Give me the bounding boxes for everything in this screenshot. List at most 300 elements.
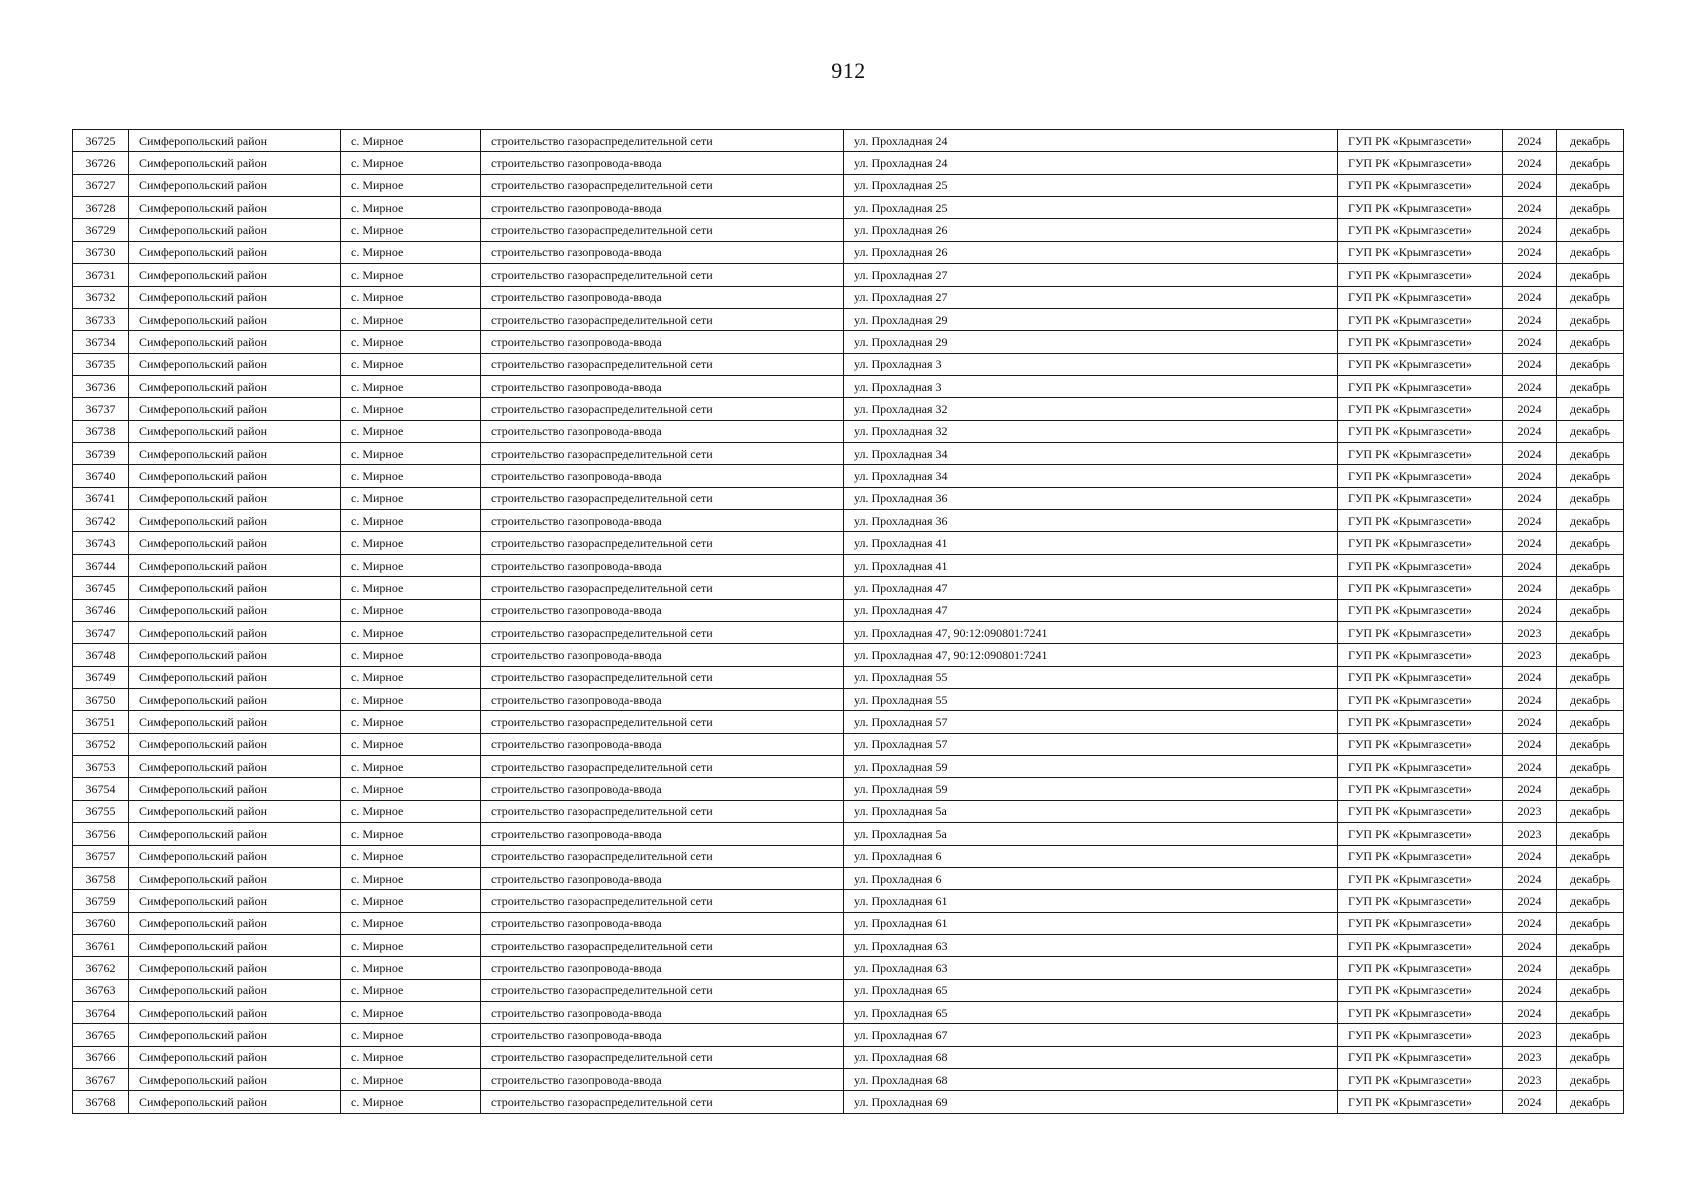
- work-type-cell: строительство газопровода-ввода: [481, 957, 844, 979]
- table-row: [73, 331, 1624, 353]
- record-number-cell: 36725: [73, 130, 129, 152]
- table-row: [73, 912, 1624, 934]
- contractor-cell: ГУП РК «Крымгазсети»: [1338, 286, 1503, 308]
- district-cell: Симферопольский район: [129, 733, 341, 755]
- contractor-cell: ГУП РК «Крымгазсети»: [1338, 197, 1503, 219]
- settlement-cell: с. Мирное: [341, 957, 481, 979]
- record-number-cell: 36732: [73, 286, 129, 308]
- contractor-cell: ГУП РК «Крымгазсети»: [1338, 353, 1503, 375]
- work-type-cell: строительство газопровода-ввода: [481, 331, 844, 353]
- table-row: [73, 465, 1624, 487]
- record-number-cell: 36739: [73, 443, 129, 465]
- record-number-cell: 36768: [73, 1091, 129, 1113]
- table-row: [73, 398, 1624, 420]
- record-number-cell: 36767: [73, 1069, 129, 1091]
- record-number-cell: 36749: [73, 666, 129, 688]
- table-row: [73, 353, 1624, 375]
- table-row: [73, 711, 1624, 733]
- month-cell: декабрь: [1557, 867, 1624, 889]
- work-type-cell: строительство газопровода-ввода: [481, 241, 844, 263]
- table-row: [73, 241, 1624, 263]
- year-cell: 2024: [1503, 398, 1557, 420]
- month-cell: декабрь: [1557, 554, 1624, 576]
- address-cell: ул. Прохладная 5а: [844, 823, 1338, 845]
- month-cell: декабрь: [1557, 197, 1624, 219]
- table-row: [73, 1091, 1624, 1113]
- contractor-cell: ГУП РК «Крымгазсети»: [1338, 510, 1503, 532]
- contractor-cell: ГУП РК «Крымгазсети»: [1338, 1002, 1503, 1024]
- record-number-cell: 36750: [73, 688, 129, 710]
- contractor-cell: ГУП РК «Крымгазсети»: [1338, 420, 1503, 442]
- contractor-cell: ГУП РК «Крымгазсети»: [1338, 130, 1503, 152]
- settlement-cell: с. Мирное: [341, 264, 481, 286]
- address-cell: ул. Прохладная 5а: [844, 800, 1338, 822]
- record-number-cell: 36757: [73, 845, 129, 867]
- work-type-cell: строительство газораспределительной сети: [481, 800, 844, 822]
- address-cell: ул. Прохладная 41: [844, 554, 1338, 576]
- record-number-cell: 36751: [73, 711, 129, 733]
- month-cell: декабрь: [1557, 666, 1624, 688]
- month-cell: декабрь: [1557, 756, 1624, 778]
- address-cell: ул. Прохладная 55: [844, 688, 1338, 710]
- district-cell: Симферопольский район: [129, 979, 341, 1001]
- year-cell: 2024: [1503, 733, 1557, 755]
- table-row: [73, 420, 1624, 442]
- table-row: [73, 778, 1624, 800]
- work-type-cell: строительство газораспределительной сети: [481, 353, 844, 375]
- month-cell: декабрь: [1557, 1091, 1624, 1113]
- table-row: [73, 644, 1624, 666]
- settlement-cell: с. Мирное: [341, 152, 481, 174]
- settlement-cell: с. Мирное: [341, 443, 481, 465]
- year-cell: 2024: [1503, 711, 1557, 733]
- address-cell: ул. Прохладная 24: [844, 130, 1338, 152]
- settlement-cell: с. Мирное: [341, 487, 481, 509]
- settlement-cell: с. Мирное: [341, 174, 481, 196]
- district-cell: Симферопольский район: [129, 554, 341, 576]
- work-type-cell: строительство газопровода-ввода: [481, 1069, 844, 1091]
- month-cell: декабрь: [1557, 241, 1624, 263]
- month-cell: декабрь: [1557, 487, 1624, 509]
- record-number-cell: 36758: [73, 867, 129, 889]
- month-cell: декабрь: [1557, 443, 1624, 465]
- record-number-cell: 36743: [73, 532, 129, 554]
- district-cell: Симферопольский район: [129, 1069, 341, 1091]
- month-cell: декабрь: [1557, 286, 1624, 308]
- contractor-cell: ГУП РК «Крымгазсети»: [1338, 845, 1503, 867]
- table-row: [73, 264, 1624, 286]
- district-cell: Симферопольский район: [129, 510, 341, 532]
- record-number-cell: 36740: [73, 465, 129, 487]
- record-number-cell: 36748: [73, 644, 129, 666]
- record-number-cell: 36727: [73, 174, 129, 196]
- address-cell: ул. Прохладная 34: [844, 443, 1338, 465]
- year-cell: 2024: [1503, 934, 1557, 956]
- address-cell: ул. Прохладная 65: [844, 1002, 1338, 1024]
- table-row: [73, 375, 1624, 397]
- address-cell: ул. Прохладная 59: [844, 756, 1338, 778]
- address-cell: ул. Прохладная 25: [844, 174, 1338, 196]
- month-cell: декабрь: [1557, 1069, 1624, 1091]
- year-cell: 2024: [1503, 219, 1557, 241]
- work-type-cell: строительство газопровода-ввода: [481, 644, 844, 666]
- year-cell: 2023: [1503, 823, 1557, 845]
- settlement-cell: с. Мирное: [341, 219, 481, 241]
- district-cell: Симферопольский район: [129, 331, 341, 353]
- month-cell: декабрь: [1557, 420, 1624, 442]
- month-cell: декабрь: [1557, 331, 1624, 353]
- district-cell: Симферопольский район: [129, 1046, 341, 1068]
- address-cell: ул. Прохладная 6: [844, 867, 1338, 889]
- district-cell: Симферопольский район: [129, 957, 341, 979]
- settlement-cell: с. Мирное: [341, 621, 481, 643]
- settlement-cell: с. Мирное: [341, 599, 481, 621]
- month-cell: декабрь: [1557, 599, 1624, 621]
- month-cell: декабрь: [1557, 644, 1624, 666]
- month-cell: декабрь: [1557, 733, 1624, 755]
- address-cell: ул. Прохладная 69: [844, 1091, 1338, 1113]
- settlement-cell: с. Мирное: [341, 1091, 481, 1113]
- district-cell: Симферопольский район: [129, 487, 341, 509]
- address-cell: ул. Прохладная 34: [844, 465, 1338, 487]
- contractor-cell: ГУП РК «Крымгазсети»: [1338, 554, 1503, 576]
- record-number-cell: 36736: [73, 375, 129, 397]
- table-row: [73, 867, 1624, 889]
- month-cell: декабрь: [1557, 465, 1624, 487]
- table-row: [73, 756, 1624, 778]
- work-type-cell: строительство газопровода-ввода: [481, 375, 844, 397]
- settlement-cell: с. Мирное: [341, 375, 481, 397]
- year-cell: 2024: [1503, 286, 1557, 308]
- contractor-cell: ГУП РК «Крымгазсети»: [1338, 1069, 1503, 1091]
- address-cell: ул. Прохладная 57: [844, 711, 1338, 733]
- month-cell: декабрь: [1557, 353, 1624, 375]
- settlement-cell: с. Мирное: [341, 241, 481, 263]
- contractor-cell: ГУП РК «Крымгазсети»: [1338, 219, 1503, 241]
- contractor-cell: ГУП РК «Крымгазсети»: [1338, 465, 1503, 487]
- record-number-cell: 36735: [73, 353, 129, 375]
- contractor-cell: ГУП РК «Крымгазсети»: [1338, 644, 1503, 666]
- record-number-cell: 36730: [73, 241, 129, 263]
- contractor-cell: ГУП РК «Крымгазсети»: [1338, 823, 1503, 845]
- contractor-cell: ГУП РК «Крымгазсети»: [1338, 532, 1503, 554]
- work-type-cell: строительство газопровода-ввода: [481, 823, 844, 845]
- table-row: [73, 599, 1624, 621]
- table-row: [73, 308, 1624, 330]
- year-cell: 2024: [1503, 353, 1557, 375]
- table-row: [73, 219, 1624, 241]
- record-number-cell: 36738: [73, 420, 129, 442]
- settlement-cell: с. Мирное: [341, 510, 481, 532]
- district-cell: Симферопольский район: [129, 375, 341, 397]
- month-cell: декабрь: [1557, 621, 1624, 643]
- contractor-cell: ГУП РК «Крымгазсети»: [1338, 174, 1503, 196]
- record-number-cell: 36763: [73, 979, 129, 1001]
- settlement-cell: с. Мирное: [341, 823, 481, 845]
- contractor-cell: ГУП РК «Крымгазсети»: [1338, 487, 1503, 509]
- settlement-cell: с. Мирное: [341, 756, 481, 778]
- contractor-cell: ГУП РК «Крымгазсети»: [1338, 331, 1503, 353]
- district-cell: Симферопольский район: [129, 398, 341, 420]
- year-cell: 2024: [1503, 979, 1557, 1001]
- district-cell: Симферопольский район: [129, 443, 341, 465]
- month-cell: декабрь: [1557, 174, 1624, 196]
- month-cell: декабрь: [1557, 778, 1624, 800]
- contractor-cell: ГУП РК «Крымгазсети»: [1338, 688, 1503, 710]
- record-number-cell: 36744: [73, 554, 129, 576]
- work-type-cell: строительство газораспределительной сети: [481, 979, 844, 1001]
- settlement-cell: с. Мирное: [341, 197, 481, 219]
- record-number-cell: 36752: [73, 733, 129, 755]
- work-type-cell: строительство газораспределительной сети: [481, 264, 844, 286]
- month-cell: декабрь: [1557, 152, 1624, 174]
- work-type-cell: строительство газораспределительной сети: [481, 1091, 844, 1113]
- district-cell: Симферопольский район: [129, 756, 341, 778]
- address-cell: ул. Прохладная 27: [844, 264, 1338, 286]
- month-cell: декабрь: [1557, 979, 1624, 1001]
- contractor-cell: ГУП РК «Крымгазсети»: [1338, 599, 1503, 621]
- record-number-cell: 36760: [73, 912, 129, 934]
- address-cell: ул. Прохладная 68: [844, 1069, 1338, 1091]
- year-cell: 2024: [1503, 1002, 1557, 1024]
- month-cell: декабрь: [1557, 577, 1624, 599]
- record-number-cell: 36742: [73, 510, 129, 532]
- year-cell: 2024: [1503, 845, 1557, 867]
- work-type-cell: строительство газораспределительной сети: [481, 219, 844, 241]
- district-cell: Симферопольский район: [129, 688, 341, 710]
- year-cell: 2023: [1503, 621, 1557, 643]
- work-type-cell: строительство газопровода-ввода: [481, 510, 844, 532]
- contractor-cell: ГУП РК «Крымгазсети»: [1338, 912, 1503, 934]
- address-cell: ул. Прохладная 61: [844, 890, 1338, 912]
- year-cell: 2024: [1503, 375, 1557, 397]
- district-cell: Симферопольский район: [129, 644, 341, 666]
- settlement-cell: с. Мирное: [341, 934, 481, 956]
- year-cell: 2024: [1503, 308, 1557, 330]
- table-row: [73, 443, 1624, 465]
- month-cell: декабрь: [1557, 398, 1624, 420]
- district-cell: Симферопольский район: [129, 264, 341, 286]
- contractor-cell: ГУП РК «Крымгазсети»: [1338, 1024, 1503, 1046]
- contractor-cell: ГУП РК «Крымгазсети»: [1338, 152, 1503, 174]
- work-type-cell: строительство газопровода-ввода: [481, 465, 844, 487]
- work-type-cell: строительство газопровода-ввода: [481, 554, 844, 576]
- settlement-cell: с. Мирное: [341, 666, 481, 688]
- table-row: [73, 800, 1624, 822]
- contractor-cell: ГУП РК «Крымгазсети»: [1338, 957, 1503, 979]
- year-cell: 2024: [1503, 487, 1557, 509]
- district-cell: Симферопольский район: [129, 465, 341, 487]
- table-row: [73, 510, 1624, 532]
- month-cell: декабрь: [1557, 912, 1624, 934]
- month-cell: декабрь: [1557, 1002, 1624, 1024]
- year-cell: 2024: [1503, 510, 1557, 532]
- year-cell: 2024: [1503, 152, 1557, 174]
- month-cell: декабрь: [1557, 130, 1624, 152]
- work-type-cell: строительство газораспределительной сети: [481, 666, 844, 688]
- page-number: 912: [831, 58, 866, 83]
- district-cell: Симферопольский район: [129, 621, 341, 643]
- year-cell: 2024: [1503, 890, 1557, 912]
- table-row: [73, 1046, 1624, 1068]
- settlement-cell: с. Мирное: [341, 778, 481, 800]
- work-type-cell: строительство газопровода-ввода: [481, 286, 844, 308]
- district-cell: Симферопольский район: [129, 1002, 341, 1024]
- address-cell: ул. Прохладная 55: [844, 666, 1338, 688]
- work-type-cell: строительство газораспределительной сети: [481, 174, 844, 196]
- record-number-cell: 36729: [73, 219, 129, 241]
- month-cell: декабрь: [1557, 957, 1624, 979]
- address-cell: ул. Прохладная 47: [844, 577, 1338, 599]
- settlement-cell: с. Мирное: [341, 577, 481, 599]
- settlement-cell: с. Мирное: [341, 398, 481, 420]
- contractor-cell: ГУП РК «Крымгазсети»: [1338, 733, 1503, 755]
- work-type-cell: строительство газопровода-ввода: [481, 197, 844, 219]
- table-row: [73, 666, 1624, 688]
- contractor-cell: ГУП РК «Крымгазсети»: [1338, 867, 1503, 889]
- settlement-cell: с. Мирное: [341, 308, 481, 330]
- settlement-cell: с. Мирное: [341, 644, 481, 666]
- address-cell: ул. Прохладная 29: [844, 331, 1338, 353]
- record-number-cell: 36737: [73, 398, 129, 420]
- month-cell: декабрь: [1557, 711, 1624, 733]
- year-cell: 2024: [1503, 241, 1557, 263]
- contractor-cell: ГУП РК «Крымгазсети»: [1338, 241, 1503, 263]
- record-number-cell: 36733: [73, 308, 129, 330]
- settlement-cell: с. Мирное: [341, 733, 481, 755]
- address-cell: ул. Прохладная 63: [844, 934, 1338, 956]
- district-cell: Симферопольский район: [129, 912, 341, 934]
- district-cell: Симферопольский район: [129, 711, 341, 733]
- table-row: [73, 487, 1624, 509]
- work-type-cell: строительство газопровода-ввода: [481, 1002, 844, 1024]
- month-cell: декабрь: [1557, 308, 1624, 330]
- address-cell: ул. Прохладная 27: [844, 286, 1338, 308]
- month-cell: декабрь: [1557, 688, 1624, 710]
- address-cell: ул. Прохладная 41: [844, 532, 1338, 554]
- district-cell: Симферопольский район: [129, 845, 341, 867]
- contractor-cell: ГУП РК «Крымгазсети»: [1338, 979, 1503, 1001]
- address-cell: ул. Прохладная 57: [844, 733, 1338, 755]
- address-cell: ул. Прохладная 26: [844, 241, 1338, 263]
- month-cell: декабрь: [1557, 800, 1624, 822]
- record-number-cell: 36766: [73, 1046, 129, 1068]
- record-number-cell: 36745: [73, 577, 129, 599]
- year-cell: 2024: [1503, 197, 1557, 219]
- record-number-cell: 36747: [73, 621, 129, 643]
- settlement-cell: с. Мирное: [341, 465, 481, 487]
- table-row: [73, 957, 1624, 979]
- year-cell: 2024: [1503, 666, 1557, 688]
- table-row: [73, 174, 1624, 196]
- contractor-cell: ГУП РК «Крымгазсети»: [1338, 398, 1503, 420]
- record-number-cell: 36754: [73, 778, 129, 800]
- contractor-cell: ГУП РК «Крымгазсети»: [1338, 800, 1503, 822]
- settlement-cell: с. Мирное: [341, 1069, 481, 1091]
- settlement-cell: с. Мирное: [341, 890, 481, 912]
- address-cell: ул. Прохладная 3: [844, 375, 1338, 397]
- month-cell: декабрь: [1557, 823, 1624, 845]
- settlement-cell: с. Мирное: [341, 867, 481, 889]
- settlement-cell: с. Мирное: [341, 1002, 481, 1024]
- work-type-cell: строительство газопровода-ввода: [481, 152, 844, 174]
- year-cell: 2024: [1503, 577, 1557, 599]
- year-cell: 2024: [1503, 554, 1557, 576]
- year-cell: 2023: [1503, 1046, 1557, 1068]
- address-cell: ул. Прохладная 47: [844, 599, 1338, 621]
- district-cell: Симферопольский район: [129, 1091, 341, 1113]
- table-row: [73, 554, 1624, 576]
- work-type-cell: строительство газораспределительной сети: [481, 532, 844, 554]
- table-row: [73, 1069, 1624, 1091]
- work-type-cell: строительство газораспределительной сети: [481, 711, 844, 733]
- table-row: [73, 286, 1624, 308]
- year-cell: 2024: [1503, 778, 1557, 800]
- address-cell: ул. Прохладная 26: [844, 219, 1338, 241]
- work-type-cell: строительство газораспределительной сети: [481, 577, 844, 599]
- address-cell: ул. Прохладная 3: [844, 353, 1338, 375]
- month-cell: декабрь: [1557, 845, 1624, 867]
- table-row: [73, 197, 1624, 219]
- table-row: [73, 979, 1624, 1001]
- contractor-cell: ГУП РК «Крымгазсети»: [1338, 778, 1503, 800]
- year-cell: 2024: [1503, 465, 1557, 487]
- record-number-cell: 36759: [73, 890, 129, 912]
- address-cell: ул. Прохладная 61: [844, 912, 1338, 934]
- record-number-cell: 36728: [73, 197, 129, 219]
- contractor-cell: ГУП РК «Крымгазсети»: [1338, 1046, 1503, 1068]
- district-cell: Симферопольский район: [129, 599, 341, 621]
- settlement-cell: с. Мирное: [341, 688, 481, 710]
- month-cell: декабрь: [1557, 890, 1624, 912]
- address-cell: ул. Прохладная 68: [844, 1046, 1338, 1068]
- address-cell: ул. Прохладная 63: [844, 957, 1338, 979]
- year-cell: 2024: [1503, 331, 1557, 353]
- work-type-cell: строительство газораспределительной сети: [481, 621, 844, 643]
- settlement-cell: с. Мирное: [341, 845, 481, 867]
- year-cell: 2024: [1503, 264, 1557, 286]
- work-type-cell: строительство газопровода-ввода: [481, 1024, 844, 1046]
- year-cell: 2023: [1503, 644, 1557, 666]
- district-cell: Симферопольский район: [129, 800, 341, 822]
- address-cell: ул. Прохладная 36: [844, 510, 1338, 532]
- contractor-cell: ГУП РК «Крымгазсети»: [1338, 1091, 1503, 1113]
- record-number-cell: 36764: [73, 1002, 129, 1024]
- year-cell: 2024: [1503, 130, 1557, 152]
- address-cell: ул. Прохладная 67: [844, 1024, 1338, 1046]
- district-cell: Симферопольский район: [129, 1024, 341, 1046]
- work-type-cell: строительство газопровода-ввода: [481, 688, 844, 710]
- record-number-cell: 36761: [73, 934, 129, 956]
- contractor-cell: ГУП РК «Крымгазсети»: [1338, 264, 1503, 286]
- settlement-cell: с. Мирное: [341, 353, 481, 375]
- district-cell: Симферопольский район: [129, 420, 341, 442]
- table-row: [73, 1002, 1624, 1024]
- table-row: [73, 130, 1624, 152]
- table-row: [73, 934, 1624, 956]
- year-cell: 2024: [1503, 912, 1557, 934]
- year-cell: 2023: [1503, 1024, 1557, 1046]
- contractor-cell: ГУП РК «Крымгазсети»: [1338, 308, 1503, 330]
- contractor-cell: ГУП РК «Крымгазсети»: [1338, 756, 1503, 778]
- year-cell: 2024: [1503, 443, 1557, 465]
- settlement-cell: с. Мирное: [341, 286, 481, 308]
- settlement-cell: с. Мирное: [341, 1046, 481, 1068]
- month-cell: декабрь: [1557, 264, 1624, 286]
- address-cell: ул. Прохладная 36: [844, 487, 1338, 509]
- contractor-cell: ГУП РК «Крымгазсети»: [1338, 666, 1503, 688]
- record-number-cell: 36756: [73, 823, 129, 845]
